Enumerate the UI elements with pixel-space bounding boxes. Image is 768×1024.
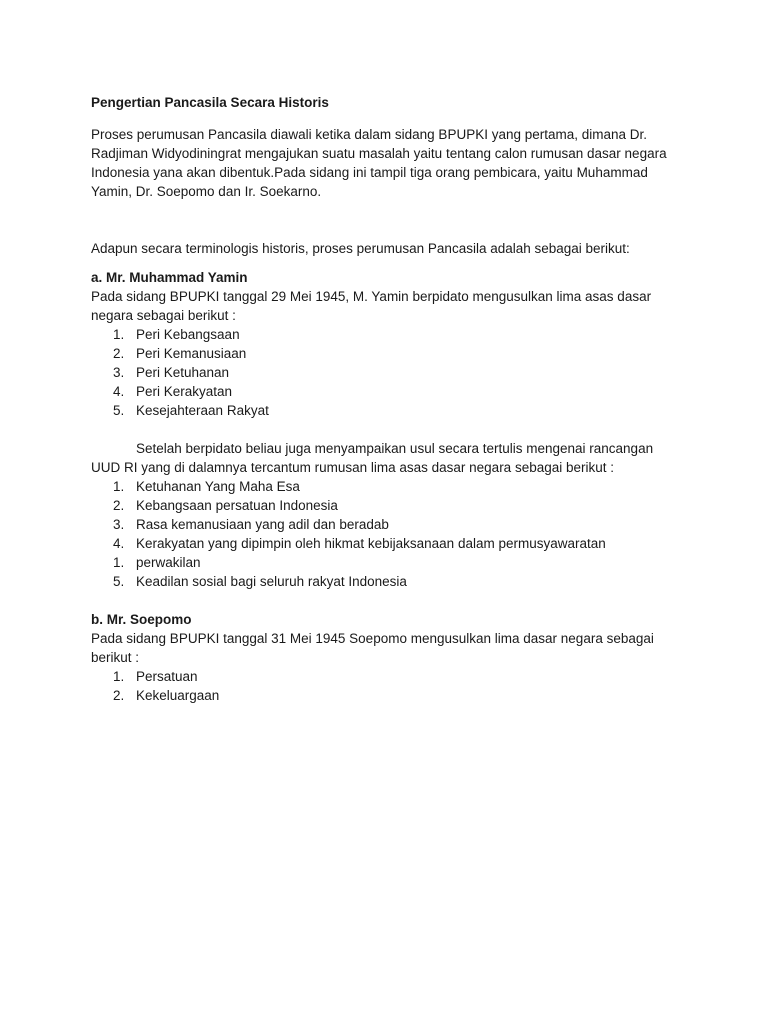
list-item-number: 2. — [113, 346, 125, 361]
section-a-list-2 — [91, 477, 681, 591]
list-item-text: Kerakyatan yang dipimpin oleh hikmat kebijaksanaan dalam permusyawaratan — [136, 536, 606, 551]
list-item-text: Peri Kerakyatan — [136, 384, 233, 399]
list-item — [91, 477, 681, 496]
list-item-number: 1. — [113, 669, 125, 684]
list-item — [91, 496, 681, 515]
list-item — [91, 553, 681, 572]
list-item — [91, 382, 681, 401]
terminology-line: Adapun secara terminologis historis, proses perumusan Pancasila adalah sebagai berikut: — [91, 241, 630, 256]
list-item-number: 4. — [113, 536, 125, 551]
list-item — [91, 363, 681, 382]
list-item-text: Peri Ketuhanan — [136, 365, 230, 380]
list-item — [91, 344, 681, 363]
spacer — [91, 420, 681, 439]
intro-paragraph: Proses perumusan Pancasila diawali ketika dalam sidang BPUPKI yang pertama, dimana Dr. Radjiman Widyodiningrat mengajukan suatu masalah yaitu tentang calon rumusan dasar negara Indonesia yana akan dibentuk.Pada sidang ini tampil tiga orang pembicara, yaitu Muhammad Yamin, Dr. Soepomo dan Ir. Soekarno. — [91, 127, 667, 199]
section-b-paragraph: Pada sidang BPUPKI tanggal 31 Mei 1945 Soepomo mengusulkan lima dasar negara sebagai berikut : — [91, 631, 654, 665]
list-item — [91, 667, 681, 686]
document-content — [91, 93, 681, 705]
list-item-text: Kesejahteraan Rakyat — [136, 403, 269, 418]
list-item-number: 1. — [113, 327, 125, 342]
list-item-number: 1. — [113, 479, 125, 494]
list-item-text: Kekeluargaan — [136, 688, 220, 703]
list-item-number: 3. — [113, 517, 125, 532]
list-item-text: Kebangsaan persatuan Indonesia — [136, 498, 338, 513]
section-a-paragraph: Pada sidang BPUPKI tanggal 29 Mei 1945, M. Yamin berpidato mengusulkan lima asas dasar negara sebagai berikut : — [91, 289, 652, 323]
list-item — [91, 325, 681, 344]
section-b-list-1 — [91, 667, 681, 705]
list-item-number: 2. — [113, 498, 125, 513]
list-item — [91, 534, 681, 553]
list-item-number: 3. — [113, 365, 125, 380]
list-item-text: perwakilan — [136, 555, 201, 570]
list-item-number: 5. — [113, 403, 125, 418]
list-item — [91, 515, 681, 534]
list-item-number: 4. — [113, 384, 125, 399]
list-item-number: 2. — [113, 688, 125, 703]
section-a-paragraph-2: Setelah berpidato beliau juga menyampaikan usul secara tertulis mengenai rancangan UUD RI yang di dalamnya tercantum rumusan lima asas dasar negara sebagai berikut : — [91, 441, 654, 475]
list-item — [91, 572, 681, 591]
list-item-text: Peri Kemanusiaan — [136, 346, 247, 361]
list-item-number: 5. — [113, 574, 125, 589]
section-b-heading: b. Mr. Soepomo — [91, 612, 192, 627]
document-title: Pengertian Pancasila Secara Historis — [91, 95, 329, 110]
spacer — [91, 591, 681, 610]
list-item-number: 1. — [113, 555, 125, 570]
list-item-text: Rasa kemanusiaan yang adil dan beradab — [136, 517, 389, 532]
list-item-text: Ketuhanan Yang Maha Esa — [136, 479, 300, 494]
list-item-text: Peri Kebangsaan — [136, 327, 240, 342]
list-item — [91, 401, 681, 420]
list-item — [91, 686, 681, 705]
section-a-list-1 — [91, 325, 681, 420]
list-item-text: Keadilan sosial bagi seluruh rakyat Indonesia — [136, 574, 407, 589]
section-a-heading: a. Mr. Muhammad Yamin — [91, 270, 248, 285]
list-item-text: Persatuan — [136, 669, 198, 684]
